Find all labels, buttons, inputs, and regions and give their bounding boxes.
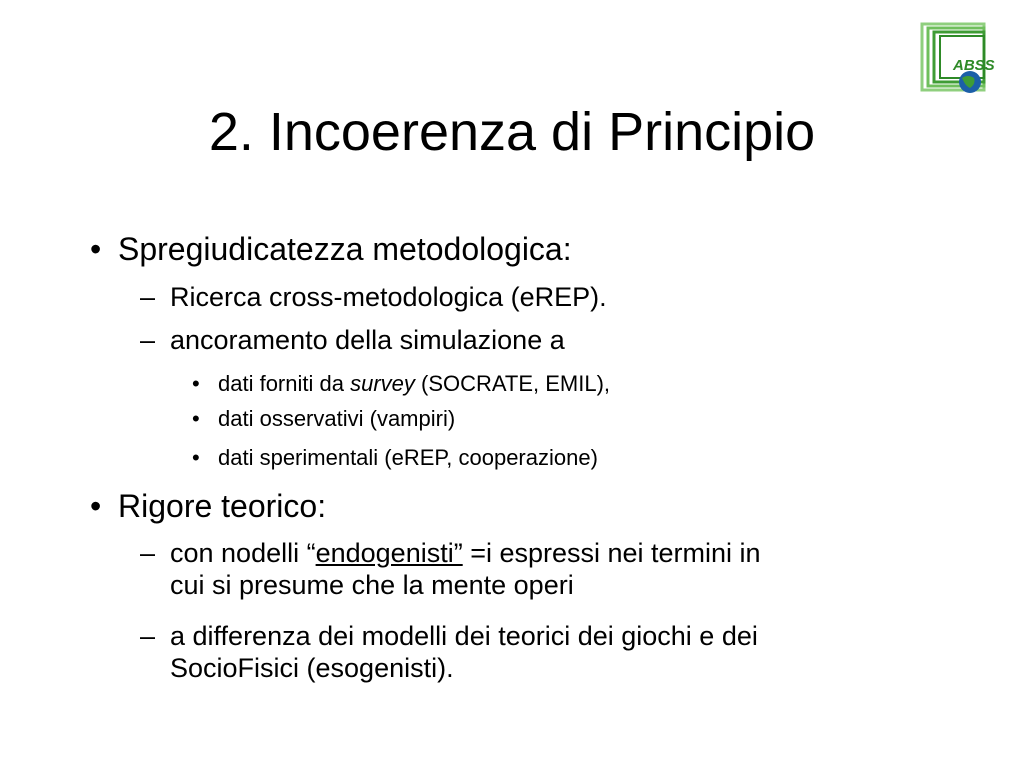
sub-bullet-item [140,281,607,313]
endogenisti-link[interactable]: endogenisti” [315,538,463,568]
abss-logo [918,20,998,98]
text-segment: SocioFisici (esogenisti). [170,653,454,683]
dash-marker: – [140,282,156,312]
text-segment: con nodelli “ [170,538,316,568]
sub-bullet-text: Ricerca cross-metodologica (eREP). [170,282,607,312]
sub-sub-bullet-text: dati osservativi (vampiri) [218,406,456,431]
sub-sub-bullet-item [190,405,455,433]
sub-bullet-text [170,537,761,601]
sub-bullet-text [170,620,758,684]
abss-logo-icon [918,20,998,98]
sub-bullet-item [140,537,761,601]
text-segment: cui si presume che la mente operi [170,570,574,600]
dash-marker: – [140,538,156,568]
bullet-marker: • [90,231,102,267]
dash-marker: – [140,621,156,651]
dash-marker: – [140,325,156,355]
bullet-marker: • [192,445,200,470]
sub-sub-bullet-item [190,370,610,398]
text-segment: dati forniti da [218,371,351,396]
sub-bullet-text: ancoramento della simulazione a [170,325,565,355]
bullet-item [86,487,326,525]
text-segment: =i espressi nei termini in [462,538,761,568]
sub-bullet-item [140,620,758,684]
sub-sub-bullet-text [218,370,610,398]
slide-title: 2. Incoerenza di Principio [208,102,816,162]
sub-sub-bullet-text: dati sperimentali (eREP, cooperazione) [218,445,598,470]
bullet-text: Rigore teorico: [118,488,327,524]
text-segment: (SOCRATE, EMIL), [414,371,611,396]
text-segment: a differenza dei modelli dei teorici dei giochi e dei [170,621,758,651]
bullet-marker: • [192,371,200,396]
bullet-marker: • [90,488,102,524]
bullet-item [86,230,572,268]
bullet-text: Spregiudicatezza metodologica: [118,231,572,267]
emphasis-text: survey [350,371,415,396]
logo-text: ABSS [953,57,995,74]
sub-bullet-item [140,324,565,356]
sub-sub-bullet-item [190,444,598,472]
bullet-marker: • [192,406,200,431]
